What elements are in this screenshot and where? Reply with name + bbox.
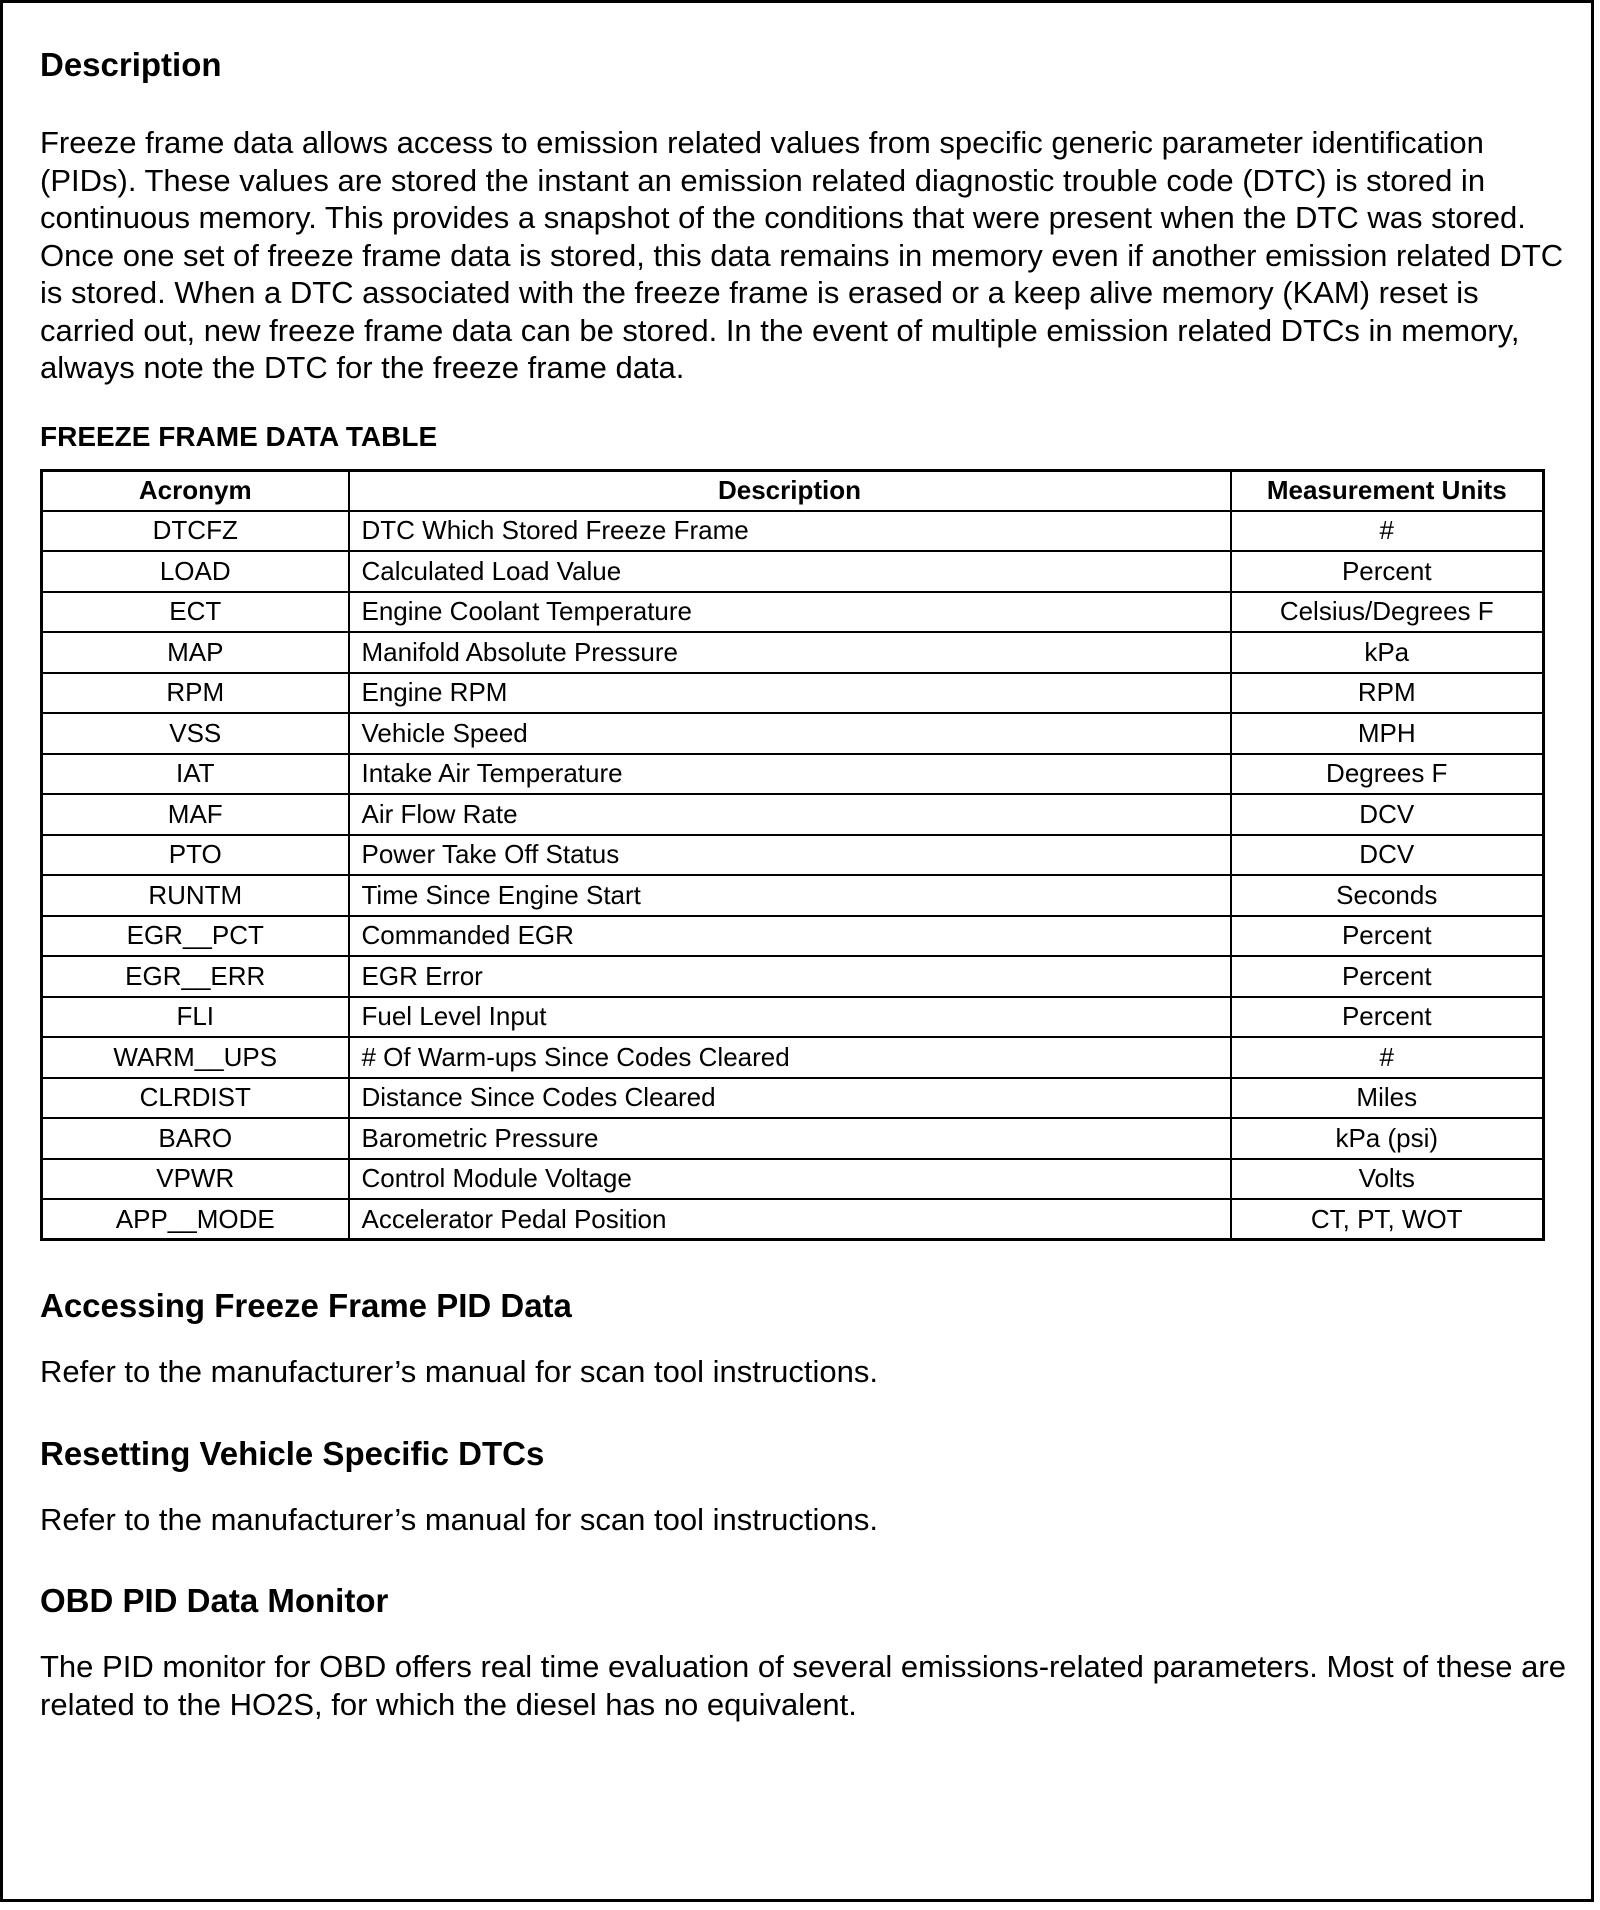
cell-acronym: APP__MODE [42,1199,349,1240]
freeze-frame-table-title: FREEZE FRAME DATA TABLE [40,420,438,452]
cell-acronym: RPM [42,673,349,714]
cell-units: DCV [1231,835,1544,876]
document-content [40,34,1570,1723]
cell-description: Time Since Engine Start [349,875,1231,916]
description-heading: Description [40,46,222,83]
table-row [42,916,1544,957]
cell-units: kPa (psi) [1231,1118,1544,1159]
table-row [42,956,1544,997]
header-description: Description [349,470,1231,511]
cell-units: Percent [1231,916,1544,957]
table-row [42,997,1544,1038]
cell-description: # Of Warm-ups Since Codes Cleared [349,1037,1231,1078]
cell-acronym: MAP [42,632,349,673]
cell-acronym: PTO [42,835,349,876]
monitor-body: The PID monitor for OBD offers real time evaluation of several emissions-related parameters. Most of these are related to the HO2S, for which the diesel has no equivalent. [40,1649,1566,1722]
cell-description: Manifold Absolute Pressure [349,632,1231,673]
cell-description: Power Take Off Status [349,835,1231,876]
cell-units: Seconds [1231,875,1544,916]
cell-units: # [1231,511,1544,552]
resetting-body: Refer to the manufacturer’s manual for scan tool instructions. [40,1501,878,1537]
cell-description: Vehicle Speed [349,713,1231,754]
header-measurement-units: Measurement Units [1231,470,1544,511]
monitor-heading: OBD PID Data Monitor [40,1582,389,1619]
cell-units: Percent [1231,551,1544,592]
header-acronym: Acronym [42,470,349,511]
cell-acronym: ECT [42,592,349,633]
table-row [42,1199,1544,1240]
table-row [42,713,1544,754]
cell-description: EGR Error [349,956,1231,997]
table-row [42,673,1544,714]
cell-description: Engine Coolant Temperature [349,592,1231,633]
table-body [42,511,1544,1240]
cell-description: Commanded EGR [349,916,1231,957]
cell-description: Barometric Pressure [349,1118,1231,1159]
table-row [42,592,1544,633]
table-row [42,632,1544,673]
cell-units: kPa [1231,632,1544,673]
cell-units: Miles [1231,1078,1544,1119]
cell-description: Intake Air Temperature [349,754,1231,795]
cell-units: # [1231,1037,1544,1078]
table-row [42,1118,1544,1159]
cell-units: Percent [1231,997,1544,1038]
cell-acronym: DTCFZ [42,511,349,552]
table-row [42,835,1544,876]
cell-acronym: IAT [42,754,349,795]
cell-description: Fuel Level Input [349,997,1231,1038]
cell-description: Air Flow Rate [349,794,1231,835]
table-row [42,1159,1544,1200]
cell-description: Control Module Voltage [349,1159,1231,1200]
cell-units: Celsius/Degrees F [1231,592,1544,633]
accessing-heading: Accessing Freeze Frame PID Data [40,1287,572,1324]
cell-units: RPM [1231,673,1544,714]
table-row [42,551,1544,592]
resetting-heading: Resetting Vehicle Specific DTCs [40,1434,545,1472]
cell-units: Volts [1231,1159,1544,1200]
table-row [42,1078,1544,1119]
freeze-frame-table [40,469,1545,1242]
cell-description: DTC Which Stored Freeze Frame [349,511,1231,552]
table-row [42,1037,1544,1078]
cell-acronym: CLRDIST [42,1078,349,1119]
table-header-row [42,470,1544,511]
cell-units: CT, PT, WOT [1231,1199,1544,1240]
description-body: Freeze frame data allows access to emission related values from specific generic parameter identification (PIDs). These values are stored the instant an emission related diagnostic trouble code (DTC) is stored in continuous memory. This provides a snapshot of the conditions that were present when the DTC was stored. Once one set of freeze frame data is stored, this data remains in memory even if another emission related DTC is stored. When a DTC associated with the freeze frame is erased or a keep alive memory (KAM) reset is carried out, new freeze frame data can be stored. In the event of multiple emission related DTCs in memory, always note the DTC for the freeze frame data. [40,125,1564,385]
table-row [42,511,1544,552]
cell-acronym: BARO [42,1118,349,1159]
cell-acronym: MAF [42,794,349,835]
table-row [42,875,1544,916]
cell-acronym: RUNTM [42,875,349,916]
cell-description: Engine RPM [349,673,1231,714]
cell-acronym: WARM__UPS [42,1037,349,1078]
cell-units: Degrees F [1231,754,1544,795]
cell-acronym: EGR__PCT [42,916,349,957]
cell-acronym: EGR__ERR [42,956,349,997]
cell-acronym: FLI [42,997,349,1038]
cell-description: Accelerator Pedal Position [349,1199,1231,1240]
cell-acronym: VPWR [42,1159,349,1200]
table-row [42,794,1544,835]
cell-description: Distance Since Codes Cleared [349,1078,1231,1119]
accessing-body: Refer to the manufacturer’s manual for scan tool instructions. [40,1354,878,1389]
cell-units: Percent [1231,956,1544,997]
cell-units: MPH [1231,713,1544,754]
cell-units: DCV [1231,794,1544,835]
table-row [42,754,1544,795]
cell-acronym: VSS [42,713,349,754]
cell-acronym: LOAD [42,551,349,592]
cell-description: Calculated Load Value [349,551,1231,592]
